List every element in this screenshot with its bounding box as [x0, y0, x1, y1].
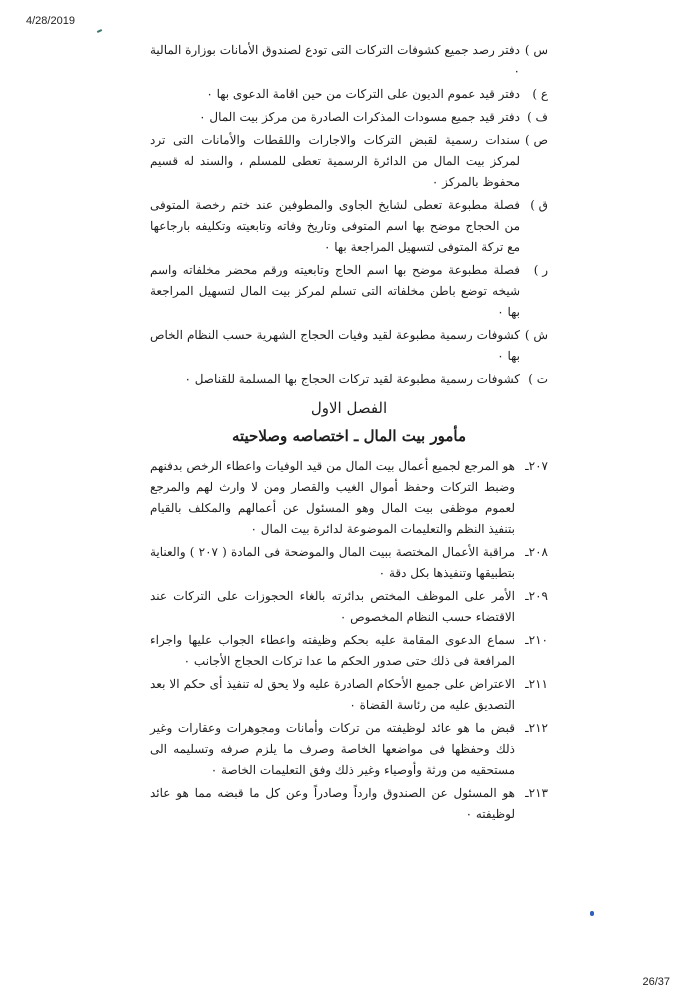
list-item-text: كشوفات رسمية مطبوعة لقيد وفيات الحجاج الشهرية حسب النظام الخاص بها ٠ [150, 328, 520, 363]
article [150, 783, 548, 825]
article [150, 718, 548, 781]
article-number: ٢١٠ـ [525, 633, 548, 647]
article [150, 630, 548, 672]
list-item-label: ت ) [528, 372, 548, 386]
list-item-text: سندات رسمية لقبض التركات والاجارات واللقطات والأمانات التى ترد لمركز بيت المال من الدائرة الرسمية تعطى للمسلم ، والسند له قسيم محفوظ بالمركز ٠ [150, 133, 520, 189]
ink-mark [97, 29, 102, 33]
list-item-label: ع ) [532, 87, 548, 101]
list-item-text: دفتر رصد جميع كشوفات التركات التى تودع لصندوق الأمانات بوزارة المالية ٠ [150, 43, 520, 78]
article-text: هو المرجع لجميع أعمال بيت المال من قيد الوفيات واعطاء الرخص بدفنهم وضبط التركات وحفظ أموال الغيب والقصار ومن لا وارث لهم والمرجع لعموم موظفى بيت المال وهو المسئول عن أعمالهم والمكلف بالقيام بتنفيذ النظم والتعليمات الموضوعة لدائرة بيت المال ٠ [150, 459, 515, 536]
list-item-text: دفتر قيد عموم الديون على التركات من حين اقامة الدعوى بها ٠ [206, 87, 520, 101]
article-text: الأمر على الموظف المختص بدائرته بالغاء الحجوزات على التركات عند الاقتضاء حسب النظام المخصوص ٠ [150, 589, 515, 624]
list-item [150, 195, 548, 258]
list-item-label: ر ) [533, 263, 548, 277]
chapter-title: الفصل الاول [310, 399, 388, 417]
page-number: 26/37 [642, 976, 670, 988]
article [150, 456, 548, 540]
print-date: 4/28/2019 [26, 15, 75, 27]
list-item [150, 107, 548, 128]
ink-mark [590, 911, 594, 916]
article-number: ٢١١ـ [525, 677, 548, 691]
article-number: ٢٠٩ـ [525, 589, 548, 603]
article-number: ٢٠٨ـ [525, 545, 548, 559]
list-item-label: س ) [524, 43, 548, 57]
list-item-label: ف ) [527, 110, 548, 124]
article [150, 674, 548, 716]
list-item-label: ش ) [524, 328, 548, 342]
article-number: ٢٠٧ـ [525, 459, 548, 473]
list-item-text: كشوفات رسمية مطبوعة لقيد تركات الحجاج بها المسلمة للقناصل ٠ [184, 372, 520, 386]
article-text: الاعتراض على جميع الأحكام الصادرة عليه ولا يحق له تنفيذ أى حكم الا بعد التصديق عليه من رئاسة القضاة ٠ [150, 677, 515, 712]
list-item [150, 260, 548, 323]
article [150, 542, 548, 584]
list-item [150, 130, 548, 193]
document-body [150, 40, 548, 827]
article-number: ٢١٢ـ [525, 721, 548, 735]
article-text: سماع الدعوى المقامة عليه بحكم وظيفته واعطاء الجواب عليها واجراء المرافعة فى ذلك حتى صدور الحكم ما عدا تركات الحجاج الأجانب ٠ [150, 633, 515, 668]
list-item-label: ق ) [530, 198, 548, 212]
list-item [150, 40, 548, 82]
article-number: ٢١٣ـ [525, 786, 548, 800]
list-item-text: دفتر قيد جميع مسودات المذكرات الصادرة من مركز بيت المال ٠ [199, 110, 520, 124]
article-text: مراقبة الأعمال المختصة ببيت المال والموضحة فى المادة ( ٢٠٧ ) والعناية بتطبيقها وتنفيذها بكل دقة ٠ [150, 545, 515, 580]
list-item [150, 84, 548, 105]
article [150, 586, 548, 628]
section-heading: مأمور بيت المال ـ اختصاصه وصلاحيته [231, 427, 467, 445]
list-item [150, 369, 548, 390]
article-text: هو المسئول عن الصندوق وارداً وصادراً وعن كل ما قبضه مما هو عائد لوظيفته ٠ [150, 786, 515, 821]
article-text: قبض ما هو عائد لوظيفته من تركات وأمانات ومجوهرات وعقارات وغير ذلك وحفظها فى مواضعها الخاصة وصرف ما يلزم صرفه وتسليمه الى مستحقيه من ورثة وأوصياء وغير ذلك وفق التعليمات الخاصة ٠ [150, 721, 515, 777]
list-item [150, 325, 548, 367]
list-item-text: فصلة مطبوعة موضح بها اسم الحاج وتابعيته ورقم محضر مخلفاته واسم شيخه توضع باطن مخلفاته التى تسلم لمركز بيت المال لتسهيل المراجعة بها ٠ [150, 263, 520, 319]
list-item-label: ص ) [524, 133, 548, 147]
list-item-text: فصلة مطبوعة تعطى لشايخ الجاوى والمطوفين عند ختم رخصة المتوفى من الحجاج موضح بها اسم المتوفى وتاريخ وفاته وتابعيته وتكليفه بارجاعها مع تركة المتوفى لتسهيل المراجعة بها ٠ [150, 198, 520, 254]
